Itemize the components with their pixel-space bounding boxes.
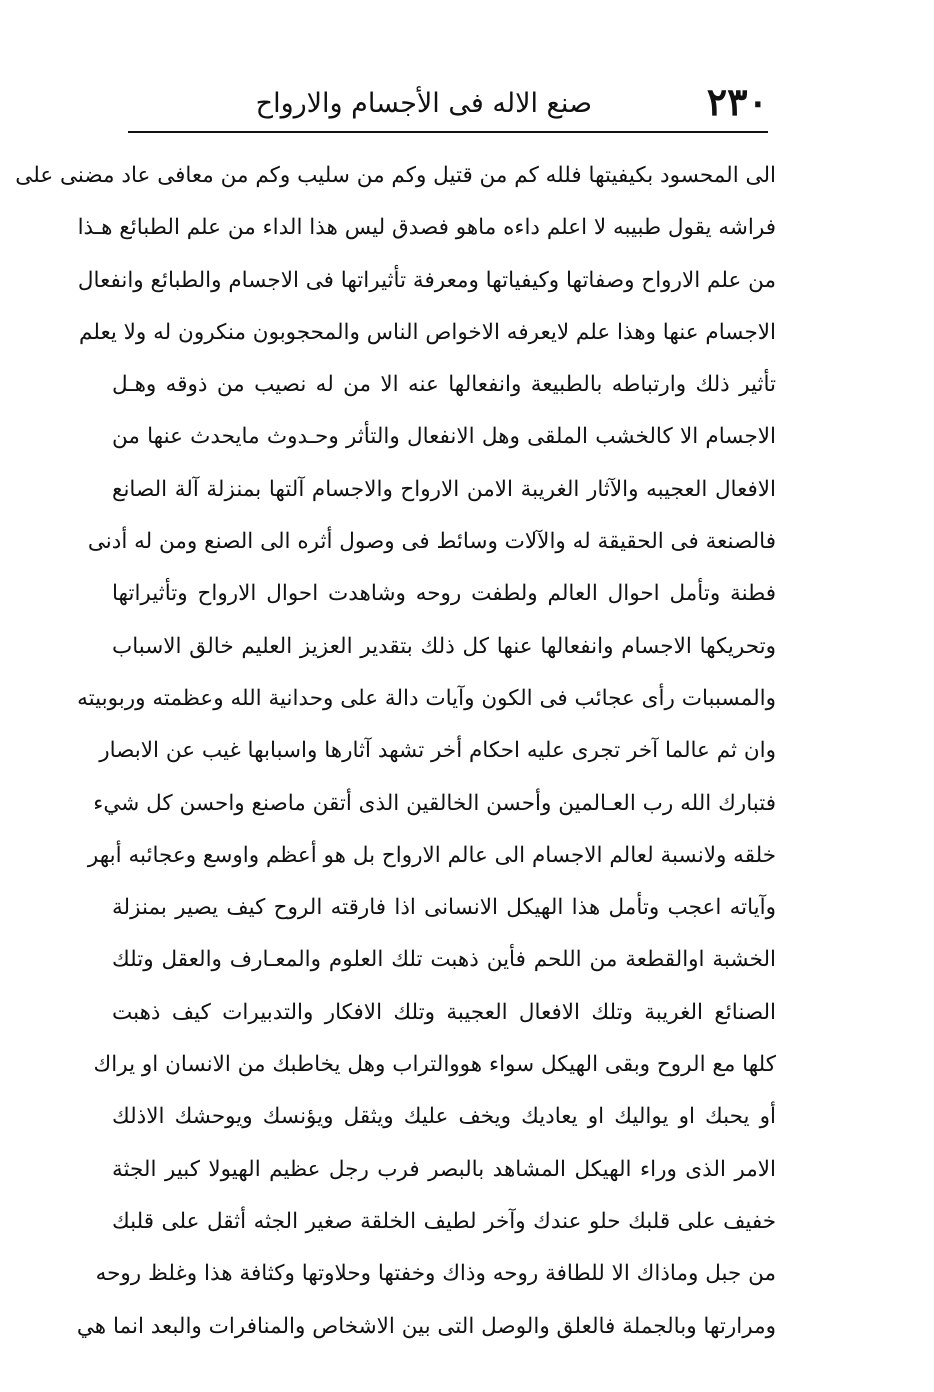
- text-line: فتبارك الله رب العـالمين وأحسن الخالقين الذى أتقن ماصنع واحسن كل شيء: [93, 790, 776, 816]
- text-line: من علم الارواح وصفاتها وكيفياتها ومعرفة تأثيراتها فى الاجسام والطبائع وانفعال: [77, 267, 776, 293]
- text-line: الى المحسود بكيفيتها فلله كم من قتيل وكم من سليب وكم من معافى عاد مضنى على: [15, 163, 776, 188]
- running-title: صنع الاله فى الأجسام والارواح: [255, 88, 592, 119]
- text-line: الافعال العجيبه والآثار الغريبة الامن الارواح والاجسام آلتها بمنزلة آلة الصانع: [112, 476, 776, 502]
- text-line: والمسببات رأى عجائب فى الكون وآيات دالة على وحدانية الله وعظمته وربوبيته: [77, 685, 776, 711]
- text-line: فراشه يقول طبيبه لا اعلم داءه ماهو فصدق ليس هذا الداء من علم الطبائع هـذا: [77, 215, 776, 241]
- text-line: من جبل وماذاك الا للطافة روحه وذاك وخفتها وحلاوتها وكثافة هذا وغلظ روحه: [95, 1261, 776, 1287]
- text-line: الصنائع الغريبة وتلك الافعال العجيبة وتلك الافكار والتدبيرات كيف ذهبت: [112, 999, 776, 1025]
- page-header: [128, 78, 768, 134]
- text-line: فالصنعة فى الحقيقة له والآلات وسائط فى وصول أثره الى الصنع ومن له أدنى: [87, 529, 776, 555]
- header-rule: [128, 131, 768, 133]
- page-number: ٢٣٠: [706, 79, 768, 124]
- text-line: خلقه ولانسبة لعالم الاجسام الى عالم الارواح بل هو أعظم واوسع وعجائبه أبهر: [87, 842, 776, 868]
- body-text: [15, 150, 776, 1353]
- text-line: الامر الذى وراء الهيكل المشاهد بالبصر فرب رجل عظيم الهيولا كبير الجثة: [112, 1156, 776, 1182]
- text-line: الاجسام الا كالخشب الملقى وهل الانفعال والتأثر وحـدوث مايحدث عنها من: [112, 424, 776, 450]
- text-line: الخشبة اوالقطعة من اللحم فأين ذهبت تلك العلوم والمعـارف والعقل وتلك: [112, 947, 776, 973]
- text-line: الاجسام عنها وهذا علم لايعرفه الاخواص الناس والمحجوبون منكرون له ولا يعلم: [79, 319, 776, 345]
- text-line: ومرارتها وبالجملة فالعلق والوصل التى بين الاشخاص والمنافرات والبعد انما هي: [76, 1313, 776, 1339]
- text-line: وتحريكها الاجسام وانفعالها عنها كل ذلك بتقدير العزيز العليم خالق الاسباب: [112, 633, 776, 659]
- text-line: خفيف على قلبك حلو عندك وآخر لطيف الخلقة صغير الجثه أثقل على قلبك: [112, 1208, 776, 1234]
- text-line: فطنة وتأمل احوال العالم ولطفت روحه وشاهدت احوال الارواح وتأثيراتها: [112, 581, 776, 607]
- text-line: كلها مع الروح وبقى الهيكل سواء هووالتراب وهل يخاطبك من الانسان او يراك: [93, 1052, 776, 1078]
- text-line: وآياته اعجب وتأمل هذا الهيكل الانسانى اذا فارقته الروح كيف يصير بمنزلة: [112, 895, 776, 921]
- text-line: تأثير ذلك وارتباطه بالطبيعة وانفعالها عنه الا من له نصيب من ذوقه وهـل: [112, 372, 776, 398]
- text-line: وان ثم عالما آخر تجرى عليه احكام أخر تشهد آثارها واسبابها غيب عن الابصار: [99, 738, 776, 764]
- text-line: أو يحبك او يواليك او يعاديك ويخف عليك ويثقل ويؤنسك ويوحشك الاذلك: [112, 1104, 776, 1130]
